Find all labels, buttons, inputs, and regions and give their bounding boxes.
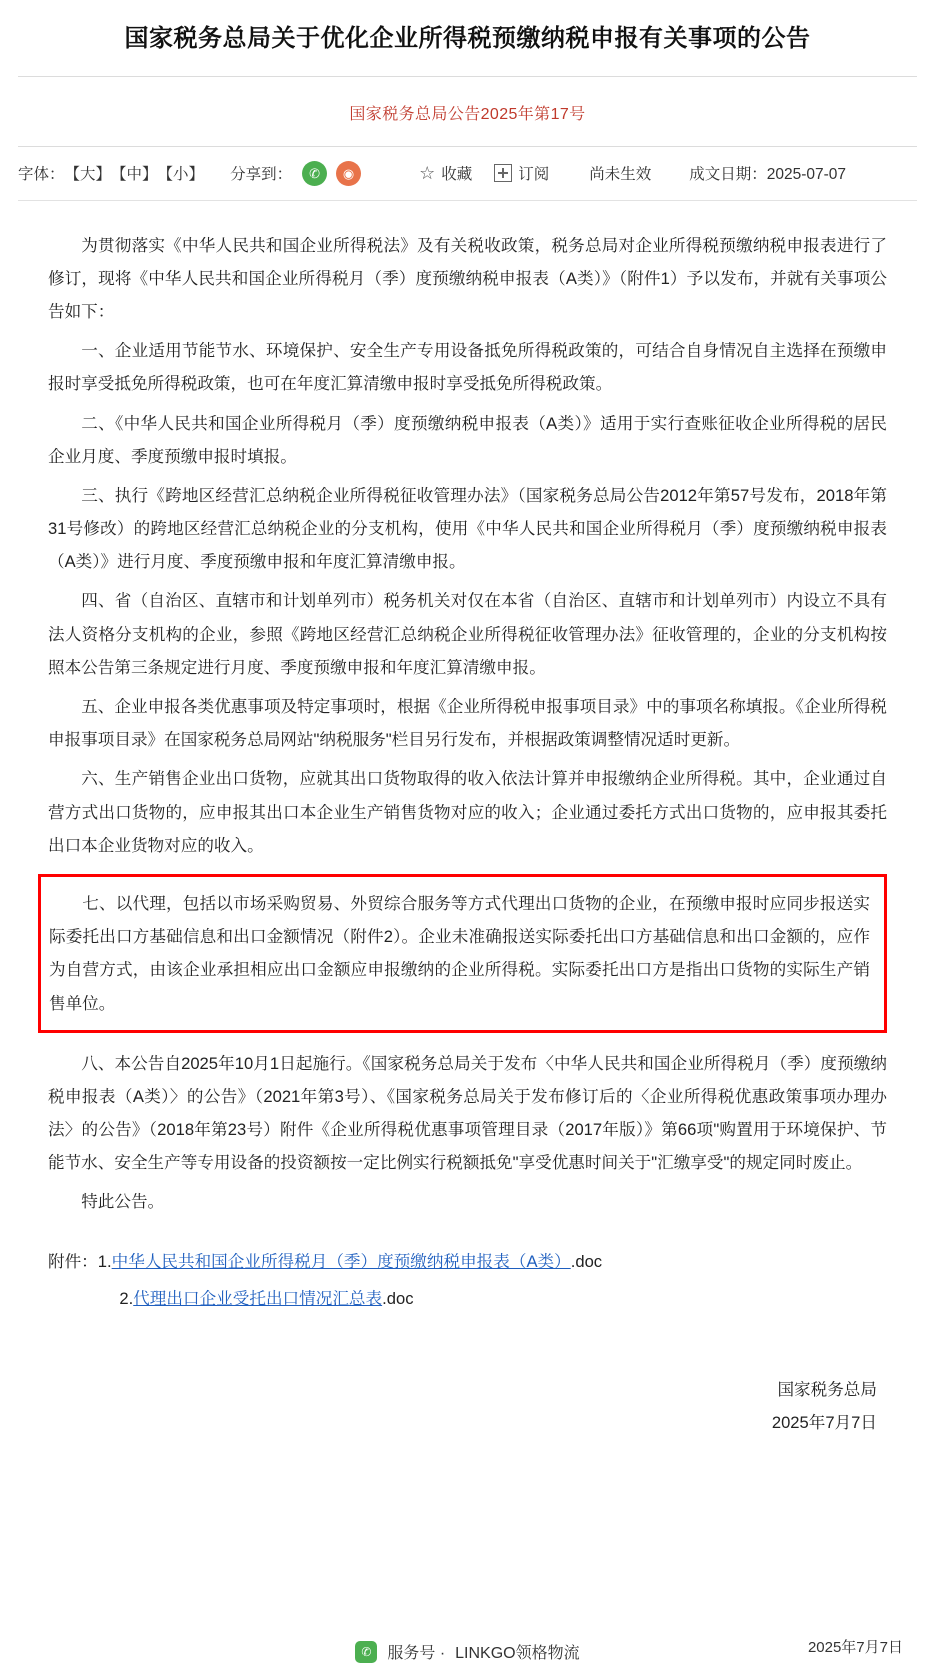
star-icon: ☆ (419, 163, 436, 184)
attachment-1-ext: .doc (570, 1251, 603, 1271)
attachments-label: 附件： (48, 1251, 98, 1271)
footer-watermark (0, 1640, 935, 1663)
paragraph-item-8: 八、本公告自2025年10月1日起施行。《国家税务总局关于发布〈中华人民共和国企业所得税月（季）度预缴纳税申报表（A类）〉的公告》（2021年第3号）、《国家税务总局关于发布修订后的〈企业所得税优惠政策事项办理办法〉的公告》（2018年第23号）附件《企业所得税优惠事项管理目录（2017年版）》第66项"购置用于环境保护、节能节水、安全生产等专用设备的投资额按一定比例实行税额抵免"享受优惠时间关于"汇缴享受"的规定同时废止。 (48, 1053, 887, 1173)
status-badge: 尚未生效 (589, 166, 652, 184)
attachment-1-link[interactable]: 中华人民共和国企业所得税月（季）度预缴纳税申报表（A类） (111, 1251, 571, 1271)
font-size-medium-button[interactable]: 【中】 (111, 166, 158, 184)
attachment-2-index: 2. (119, 1288, 134, 1308)
wechat-icon: ✆ (355, 1641, 377, 1663)
wechat-icon[interactable]: ✆ (302, 161, 327, 186)
document-toolbar (0, 147, 935, 200)
page-title: 国家税务总局关于优化企业所得税预缴纳税申报有关事项的公告 (124, 25, 811, 52)
favorite-label: 收藏 (441, 166, 473, 184)
footer-date-stamp: 2025年7月7日 (804, 1634, 907, 1659)
attachment-line-1 (48, 1245, 887, 1278)
attachment-2-link[interactable]: 代理出口企业受托出口情况汇总表 (133, 1288, 383, 1308)
document-body (0, 201, 935, 1450)
paragraph-intro: 为贯彻落实《中华人民共和国企业所得税法》及有关税收政策，税务总局对企业所得税预缴纳税申报表进行了修订，现将《中华人民共和国企业所得税月（季）度预缴纳税申报表（A类）》（附件1）予以发布，并就有关事项公告如下： (48, 235, 887, 321)
publish-date: 成文日期：2025-07-07 (689, 166, 847, 184)
font-size-large-button[interactable]: 【大】 (64, 166, 112, 184)
paragraph-item-2: 二、《中华人民共和国企业所得税月（季）度预缴纳税申报表（A类）》适用于实行查账征收企业所得税的居民企业月度、季度预缴申报时填报。 (48, 413, 887, 466)
share-icon-group (302, 161, 361, 186)
attachments-section (48, 1245, 887, 1315)
attachment-1-index: 1. (97, 1251, 112, 1271)
font-size-label: 字体： (18, 166, 65, 184)
weibo-icon[interactable]: ◉ (336, 161, 361, 186)
subscribe-button[interactable] (494, 162, 549, 184)
signature-block (48, 1373, 887, 1439)
paragraph-item-7: 七、以代理，包括以市场采购贸易、外贸综合服务等方式代理出口货物的企业，在预缴申报时应同步报送实际委托出口方基础信息和出口金额情况（附件2）。企业未准确报送实际委托出口方基础信息和出口金额的，应作为自营方式，由该企业承担相应出口金额应申报缴纳的企业所得税。实际委托出口方是指出口货物的实际生产销售单位。 (49, 893, 870, 1013)
paragraph-item-1: 一、企业适用节能节水、环境保护、安全生产专用设备抵免所得税政策的，可结合自身情况自主选择在预缴申报时享受抵免所得税政策，也可在年度汇算清缴申报时享受抵免所得税政策。 (48, 341, 887, 394)
footer-account-name: LINKGO领格物流 (455, 1645, 580, 1662)
subscribe-label: 订阅 (518, 166, 550, 184)
highlighted-paragraph-box (38, 874, 887, 1033)
paragraph-closing: 特此公告。 (81, 1192, 165, 1212)
document-number: 国家税务总局公告2025年第17号 (349, 105, 586, 123)
signature-date: 2025年7月7日 (771, 1413, 877, 1433)
font-size-small-button[interactable]: 【小】 (157, 166, 205, 184)
footer-account-prefix: 服务号 · (387, 1645, 446, 1662)
paragraph-item-3: 三、执行《跨地区经营汇总纳税企业所得税征收管理办法》（国家税务总局公告2012年第57号发布，2018年第31号修改）的跨地区经营汇总纳税企业的分支机构，使用《中华人民共和国企业所得税月（季）度预缴纳税申报表（A类）》进行月度、季度预缴申报和年度汇算清缴申报。 (48, 485, 887, 572)
signature-org: 国家税务总局 (777, 1380, 877, 1400)
paragraph-item-5: 五、企业申报各类优惠事项及特定事项时，根据《企业所得税申报事项目录》中的事项名称填报。《企业所得税申报事项目录》在国家税务总局网站"纳税服务"栏目另行发布，并根据政策调整情况适时更新。 (48, 697, 887, 750)
share-label: 分享到： (230, 166, 293, 184)
paragraph-item-4: 四、省（自治区、直辖市和计划单列市）税务机关对仅在本省（自治区、直辖市和计划单列市）内设立不具有法人资格分支机构的企业，参照《跨地区经营汇总纳税企业所得税征收管理办法》征收管理的，企业的分支机构按照本公告第三条规定进行月度、季度预缴申报和年度汇算清缴申报。 (48, 591, 887, 677)
attachment-2-ext: .doc (382, 1288, 414, 1308)
paragraph-item-6: 六、生产销售企业出口货物，应就其出口货物取得的收入依法计算并申报缴纳企业所得税。其中，企业通过自营方式出口货物的，应申报其出口本企业生产销售货物对应的收入；企业通过委托方式出口货物的，应申报其委托出口本企业货物对应的收入。 (48, 769, 887, 855)
attachment-line-2 (48, 1282, 887, 1315)
favorite-button[interactable] (419, 162, 472, 184)
plus-box-icon (494, 164, 512, 182)
